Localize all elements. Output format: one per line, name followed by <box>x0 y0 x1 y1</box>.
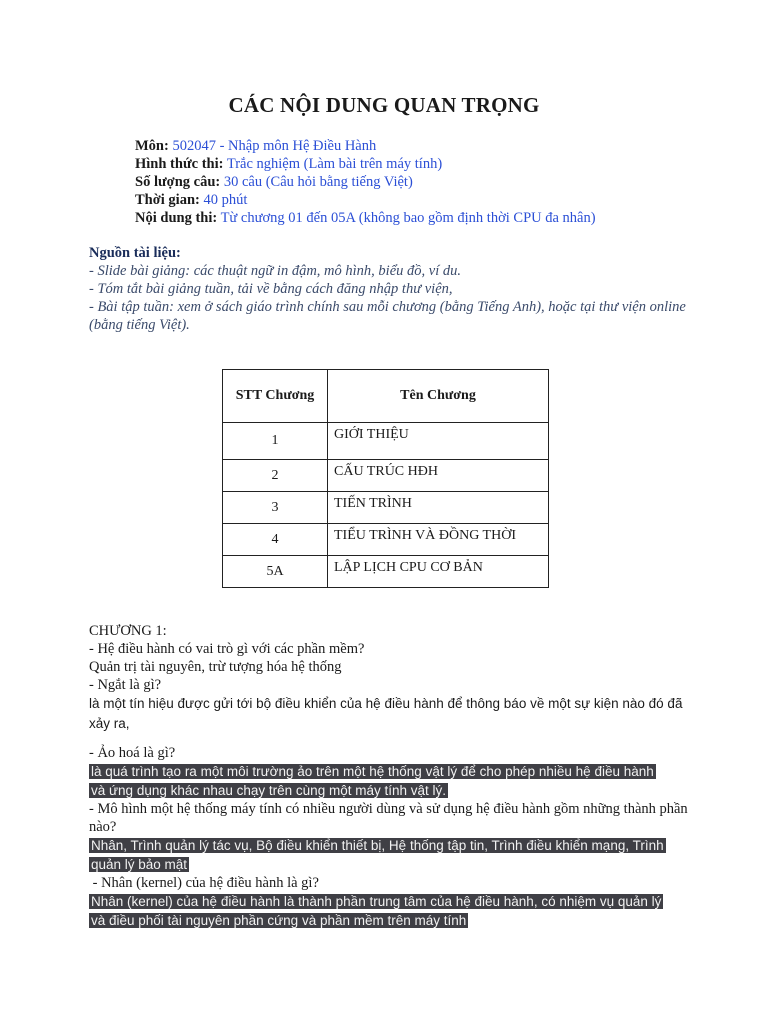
highlighted-answer <box>89 762 689 800</box>
question: - Nhân (kernel) của hệ điều hành là gì? <box>89 875 319 891</box>
highlighted-answer <box>89 836 689 874</box>
info-value: 502047 - Nhập môn Hệ Điều Hành <box>172 138 377 154</box>
source-item: - Bài tập tuần: xem ở sách giáo trình chính sau mỗi chương (bằng Tiếng Anh), hoặc tại thư viện online (bằng tiếng Việt). <box>89 299 686 333</box>
question: - Ảo hoá là gì? <box>89 745 176 761</box>
table-row <box>223 556 549 588</box>
highlighted-answer <box>89 892 689 930</box>
spacer <box>89 734 689 744</box>
info-label: Nội dung thi: <box>135 210 218 226</box>
source-item: - Slide bài giảng: các thuật ngữ in đậm, mô hình, biểu đồ, ví du. <box>89 263 461 279</box>
info-row-subject <box>135 137 596 155</box>
info-value: 40 phút <box>203 192 248 208</box>
chapter-number: 2 <box>223 460 328 492</box>
exam-info <box>135 137 596 227</box>
chapter-number: 3 <box>223 492 328 524</box>
table-row <box>223 524 549 556</box>
info-label: Thời gian: <box>135 192 200 208</box>
chapter-table <box>222 369 549 588</box>
chapter-name: TIỂU TRÌNH VÀ ĐỒNG THỜI <box>328 524 549 556</box>
chapter-name: CẤU TRÚC HĐH <box>328 460 549 492</box>
table-header-name: Tên Chương <box>328 370 549 423</box>
question: - Hệ điều hành có vai trò gì với các phần mềm? <box>89 641 365 657</box>
highlight-line: quản lý bảo mật <box>91 857 188 872</box>
highlight-line: là quá trình tạo ra một môi trường ảo trên một hệ thống vật lý để cho phép nhiều hệ điều hành <box>91 764 654 779</box>
info-row-format <box>135 155 596 173</box>
info-row-content <box>135 209 596 227</box>
highlight-line: và ứng dụng khác nhau chạy trên cùng một máy tính vật lý. <box>91 783 446 798</box>
highlight-line: và điều phối tài nguyên phần cứng và phần mềm trên máy tính <box>91 913 467 928</box>
info-label: Hình thức thi: <box>135 156 224 172</box>
info-label: Môn: <box>135 138 169 154</box>
table-row <box>223 460 549 492</box>
question: - Mô hình một hệ thống máy tính có nhiều người dùng và sử dụng hệ điều hành gồm những thành phần nào? <box>89 801 688 835</box>
info-value: Từ chương 01 đến 05A (không bao gồm định thời CPU đa nhân) <box>220 210 596 226</box>
page-title: CÁC NỘI DUNG QUAN TRỌNG <box>228 93 540 117</box>
info-label: Số lượng câu: <box>135 174 221 190</box>
info-row-time <box>135 191 596 209</box>
table-row <box>223 492 549 524</box>
highlight-line: Nhân, Trình quản lý tác vụ, Bộ điều khiển thiết bị, Hệ thống tập tin, Trình điều khiển mạng, Trình <box>91 838 664 853</box>
sources-section <box>89 244 689 334</box>
source-item: - Tóm tắt bài giảng tuần, tải về bằng cách đăng nhập thư viện, <box>89 281 453 297</box>
table-row <box>223 423 549 460</box>
table-header-number: STT Chương <box>223 370 328 423</box>
qa-section <box>89 622 689 930</box>
chapter-name: LẬP LỊCH CPU CƠ BẢN <box>328 556 549 588</box>
chapter-number: 4 <box>223 524 328 556</box>
answer: là một tín hiệu được gửi tới bộ điều khiển của hệ điều hành để thông báo về một sự kiện nào đó đã xảy ra, <box>89 696 683 731</box>
question: - Ngắt là gì? <box>89 677 162 693</box>
chapter-name: TIẾN TRÌNH <box>328 492 549 524</box>
sources-heading: Nguồn tài liệu: <box>89 245 181 261</box>
highlight-line: Nhân (kernel) của hệ điều hành là thành phần trung tâm của hệ điều hành, có nhiệm vụ quản lý <box>91 894 662 909</box>
chapter-number: 1 <box>223 423 328 460</box>
table-header-row <box>223 370 549 423</box>
chapter-number: 5A <box>223 556 328 588</box>
info-value: Trắc nghiệm (Làm bài trên máy tính) <box>226 156 443 172</box>
chapter-name: GIỚI THIỆU <box>328 423 549 460</box>
info-value: 30 câu (Câu hỏi bằng tiếng Việt) <box>223 174 413 190</box>
chapter-heading: CHƯƠNG 1: <box>89 623 167 639</box>
info-row-count <box>135 173 596 191</box>
answer: Quản trị tài nguyên, trừ tượng hóa hệ thống <box>89 659 342 675</box>
